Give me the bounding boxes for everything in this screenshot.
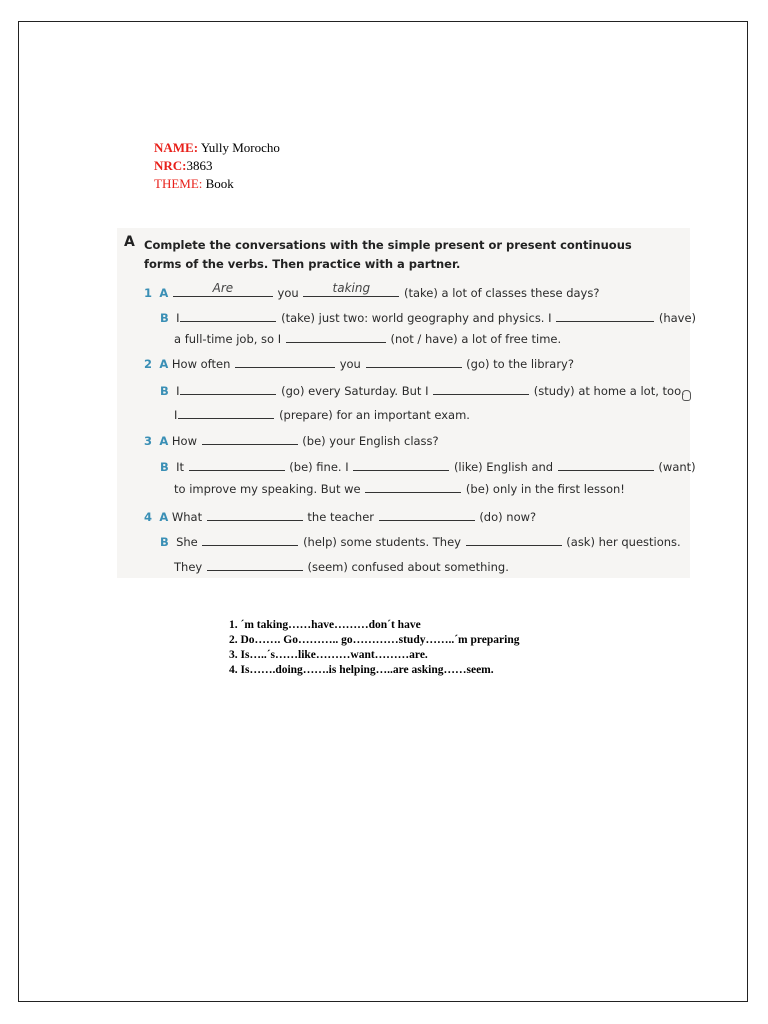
instruction <box>144 236 632 274</box>
item-3-b <box>160 459 696 474</box>
theme-value: Book <box>202 176 234 191</box>
answer-blank <box>466 534 562 546</box>
answer-blank <box>189 459 285 471</box>
handwritten-answer: taking <box>332 281 371 295</box>
answer-blank <box>353 459 449 471</box>
nrc-row <box>154 157 280 175</box>
theme-label: THEME: <box>154 176 203 191</box>
item-2-b-line-2 <box>174 407 470 422</box>
nrc-label: NRC: <box>154 158 187 173</box>
name-row <box>154 139 280 157</box>
item-number: 2 <box>144 357 153 371</box>
prompt-text: (want) <box>658 460 696 474</box>
speaker-b: B <box>160 384 169 398</box>
answer-line: 4. Is…….doing…….is helping…..are asking……seem. <box>229 664 494 676</box>
answer-blank <box>173 281 273 297</box>
item-1-b-line-2 <box>174 331 561 346</box>
answer-blank <box>365 481 461 493</box>
prompt-text: I <box>174 408 178 422</box>
nrc-value: 3863 <box>186 158 213 173</box>
student-header <box>154 139 280 193</box>
prompt-text: How often <box>171 357 231 371</box>
speaker-b: B <box>160 311 169 325</box>
item-1-b <box>160 310 696 325</box>
prompt-text: I <box>176 311 180 325</box>
mouse-cursor-icon <box>682 390 691 401</box>
prompt-text: a full-time job, so I <box>174 332 282 346</box>
prompt-text: (study) at home a lot, too. <box>533 384 685 398</box>
answer-line: 1. ´m taking……have………don´t have <box>229 619 421 631</box>
speaker-a: A <box>159 357 169 371</box>
name-label: NAME: <box>154 140 199 155</box>
prompt-text: What <box>171 510 203 524</box>
answer-blank <box>235 356 335 368</box>
prompt-text: the teacher <box>307 510 374 524</box>
prompt-text: you <box>277 286 299 300</box>
item-1-a <box>144 281 600 300</box>
prompt-text: you <box>339 357 361 371</box>
answer-blank <box>178 407 274 419</box>
item-number: 4 <box>144 510 153 524</box>
speaker-a: A <box>159 286 169 300</box>
answer-blank <box>207 559 303 571</box>
prompt-text: I <box>176 384 180 398</box>
theme-row <box>154 175 280 193</box>
speaker-b: B <box>160 460 169 474</box>
handwritten-answer: Are <box>212 281 234 295</box>
answer-blank <box>558 459 654 471</box>
prompt-text: It <box>176 460 184 474</box>
prompt-text: (not / have) a lot of free time. <box>390 332 562 346</box>
prompt-text: (help) some students. They <box>303 535 461 549</box>
prompt-text: to improve my speaking. But we <box>174 482 361 496</box>
answer-blank <box>202 433 298 445</box>
item-4-b-line-2 <box>174 559 509 574</box>
exercise-image <box>117 228 697 578</box>
speaker-a: A <box>159 510 169 524</box>
prompt-text: (do) now? <box>479 510 537 524</box>
prompt-text: (prepare) for an important exam. <box>279 408 470 422</box>
name-value: Yully Morocho <box>198 140 280 155</box>
prompt-text: (have) <box>658 311 697 325</box>
answer-blank <box>180 383 276 395</box>
item-4-b <box>160 534 681 549</box>
prompt-text: (like) English and <box>453 460 554 474</box>
answer-blank <box>556 310 654 322</box>
answer-blank <box>433 383 529 395</box>
prompt-text: They <box>174 560 203 574</box>
item-2-a <box>144 356 574 371</box>
prompt-text: (go) to the library? <box>466 357 574 371</box>
instruction-line-2: forms of the verbs. Then practice with a partner. <box>144 257 461 271</box>
speaker-b: B <box>160 535 169 549</box>
answer-blank <box>207 509 303 521</box>
item-number: 3 <box>144 434 153 448</box>
answer-list <box>229 618 520 678</box>
prompt-text: (be) fine. I <box>289 460 349 474</box>
answer-line: 2. Do……. Go……….. go…………study……..´m preparing <box>229 634 520 646</box>
instruction-line-1: Complete the conversations with the simple present or present continuous <box>144 238 632 252</box>
answer-blank <box>303 281 399 297</box>
prompt-text: (be) your English class? <box>302 434 439 448</box>
prompt-text: (seem) confused about something. <box>307 560 509 574</box>
answer-blank <box>286 331 386 343</box>
answer-blank <box>366 356 462 368</box>
answer-blank <box>202 534 298 546</box>
prompt-text: (take) a lot of classes these days? <box>404 286 600 300</box>
item-4-a <box>144 509 536 524</box>
exercise-letter: A <box>124 234 135 250</box>
prompt-text: (take) just two: world geography and physics. I <box>281 311 552 325</box>
item-3-a <box>144 433 439 448</box>
prompt-text: (go) every Saturday. But I <box>281 384 429 398</box>
prompt-text: (ask) her questions. <box>566 535 681 549</box>
item-number: 1 <box>144 286 153 300</box>
prompt-text: How <box>171 434 197 448</box>
speaker-a: A <box>159 434 169 448</box>
prompt-text: She <box>176 535 198 549</box>
answer-line: 3. Is…..´s……like………want………are. <box>229 649 428 661</box>
prompt-text: (be) only in the first lesson! <box>465 482 625 496</box>
item-3-b-line-2 <box>174 481 625 496</box>
item-2-b <box>160 383 685 398</box>
answer-blank <box>180 310 276 322</box>
answer-blank <box>379 509 475 521</box>
